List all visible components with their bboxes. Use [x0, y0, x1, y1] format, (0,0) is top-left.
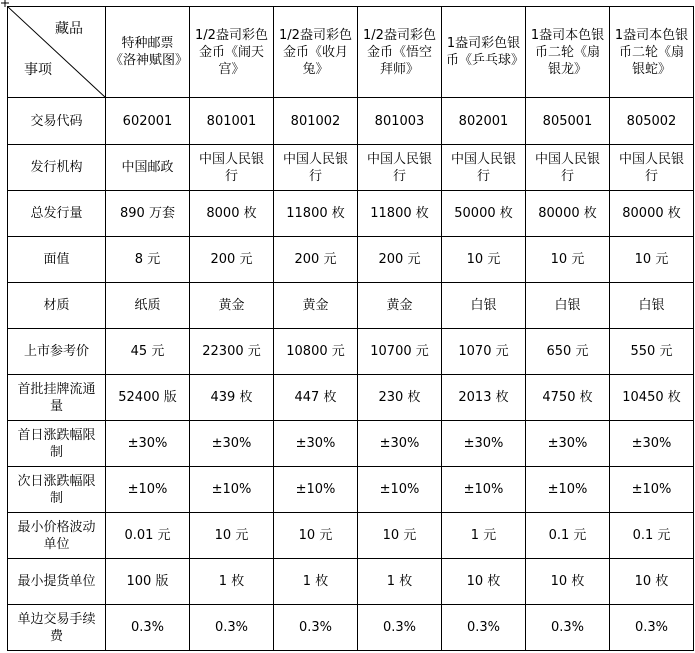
table-row: [8, 145, 694, 191]
table-cell: 10 元: [610, 237, 694, 283]
table-cell: 0.01 元: [106, 513, 190, 559]
table-cell: 0.1 元: [610, 513, 694, 559]
row-label: 次日涨跌幅限制: [8, 467, 106, 513]
table-cell: 10 元: [526, 237, 610, 283]
table-cell: 802001: [442, 98, 526, 145]
table-cell: 50000 枚: [442, 191, 526, 237]
table-cell: 230 枚: [358, 375, 442, 421]
table-cell: 0.3%: [358, 605, 442, 651]
table-cell: 白银: [610, 283, 694, 329]
table-cell: 10 枚: [526, 559, 610, 605]
table-cell: 0.3%: [442, 605, 526, 651]
table-cell: 1 枚: [358, 559, 442, 605]
row-label: 总发行量: [8, 191, 106, 237]
table-cell: 1 枚: [190, 559, 274, 605]
table-cell: ±30%: [106, 421, 190, 467]
table-cell: 200 元: [274, 237, 358, 283]
table-cell: ±10%: [274, 467, 358, 513]
row-label: 首日涨跌幅限制: [8, 421, 106, 467]
table-cell: 4750 枚: [526, 375, 610, 421]
table-cell: 中国人民银行: [526, 145, 610, 191]
table-body: [8, 98, 694, 651]
table-cell: 10 枚: [610, 559, 694, 605]
table-cell: 80000 枚: [610, 191, 694, 237]
table-cell: 10450 枚: [610, 375, 694, 421]
table-cell: 11800 枚: [358, 191, 442, 237]
table-cell: 439 枚: [190, 375, 274, 421]
row-label: 首批挂牌流通量: [8, 375, 106, 421]
table-cell: 黄金: [190, 283, 274, 329]
table-cell: 中国人民银行: [358, 145, 442, 191]
table-cell: 2013 枚: [442, 375, 526, 421]
table-cell: 8 元: [106, 237, 190, 283]
table-cell: 1 元: [442, 513, 526, 559]
corner-header-cell: [8, 7, 106, 98]
table-cell: 8000 枚: [190, 191, 274, 237]
table-cell: 10 元: [358, 513, 442, 559]
table-cell: 10 枚: [442, 559, 526, 605]
table-cell: 1070 元: [442, 329, 526, 375]
table-row: [8, 605, 694, 651]
table-cell: 52400 版: [106, 375, 190, 421]
table-cell: 447 枚: [274, 375, 358, 421]
table-cell: ±10%: [526, 467, 610, 513]
corner-label-collection: 藏品: [55, 21, 83, 37]
column-header: 1盎司彩色银币《乒乓球》: [442, 7, 526, 98]
table-cell: ±30%: [274, 421, 358, 467]
table-cell: 中国邮政: [106, 145, 190, 191]
table-cell: 10 元: [442, 237, 526, 283]
collectibles-comparison-table: [7, 6, 694, 651]
table-cell: 黄金: [274, 283, 358, 329]
row-label: 发行机构: [8, 145, 106, 191]
table-cell: 650 元: [526, 329, 610, 375]
table-cell: 805002: [610, 98, 694, 145]
table-cell: 805001: [526, 98, 610, 145]
table-cell: ±10%: [358, 467, 442, 513]
table-cell: ±10%: [610, 467, 694, 513]
table-cell: 801001: [190, 98, 274, 145]
table-cell: ±30%: [610, 421, 694, 467]
table-row: [8, 375, 694, 421]
column-header: 1/2盎司彩色金币《悟空拜师》: [358, 7, 442, 98]
table-cell: 白银: [442, 283, 526, 329]
row-label: 最小提货单位: [8, 559, 106, 605]
column-header: 1/2盎司彩色金币《闹天宫》: [190, 7, 274, 98]
table-cell: 0.3%: [274, 605, 358, 651]
column-header: 特种邮票《洛神赋图》: [106, 7, 190, 98]
table-row: [8, 191, 694, 237]
table-cell: 10700 元: [358, 329, 442, 375]
table-cell: 纸质: [106, 283, 190, 329]
table-row: [8, 513, 694, 559]
table-cell: 890 万套: [106, 191, 190, 237]
table-row: [8, 467, 694, 513]
table-cell: 黄金: [358, 283, 442, 329]
row-label: 最小价格波动单位: [8, 513, 106, 559]
table-cell: ±30%: [358, 421, 442, 467]
table-cell: 0.3%: [106, 605, 190, 651]
table-cell: 100 版: [106, 559, 190, 605]
table-row: [8, 237, 694, 283]
table-cell: 中国人民银行: [190, 145, 274, 191]
table-cell: 602001: [106, 98, 190, 145]
row-label: 交易代码: [8, 98, 106, 145]
table-cell: 0.3%: [190, 605, 274, 651]
table-cell: ±10%: [106, 467, 190, 513]
table-cell: 550 元: [610, 329, 694, 375]
table-cell: 200 元: [358, 237, 442, 283]
table-cell: ±10%: [190, 467, 274, 513]
table-cell: 0.1 元: [526, 513, 610, 559]
table-cell: 10 元: [274, 513, 358, 559]
table-cell: 中国人民银行: [610, 145, 694, 191]
table-cell: 中国人民银行: [274, 145, 358, 191]
column-header: 1盎司本色银币二轮《扇银龙》: [526, 7, 610, 98]
row-label: 单边交易手续费: [8, 605, 106, 651]
table-cell: 10 元: [190, 513, 274, 559]
corner-label-item: 事项: [24, 62, 52, 78]
row-label: 上市参考价: [8, 329, 106, 375]
table-cell: 10800 元: [274, 329, 358, 375]
table-cell: ±30%: [190, 421, 274, 467]
table-cell: 80000 枚: [526, 191, 610, 237]
table-cell: 1 枚: [274, 559, 358, 605]
table-cell: ±30%: [526, 421, 610, 467]
table-cell: 801003: [358, 98, 442, 145]
table-cell: ±10%: [442, 467, 526, 513]
table-cell: 白银: [526, 283, 610, 329]
table-row: [8, 283, 694, 329]
table-row: [8, 98, 694, 145]
row-label: 面值: [8, 237, 106, 283]
table-cell: 中国人民银行: [442, 145, 526, 191]
table-cell: 22300 元: [190, 329, 274, 375]
table-row: [8, 559, 694, 605]
table-cell: ±30%: [442, 421, 526, 467]
table-cell: 200 元: [190, 237, 274, 283]
table-cell: 45 元: [106, 329, 190, 375]
table-header-row: [8, 7, 694, 98]
column-header: 1盎司本色银币二轮《扇银蛇》: [610, 7, 694, 98]
row-label: 材质: [8, 283, 106, 329]
column-header: 1/2盎司彩色金币《收月兔》: [274, 7, 358, 98]
table-cell: 801002: [274, 98, 358, 145]
table-cell: 0.3%: [610, 605, 694, 651]
table-row: [8, 421, 694, 467]
table-row: [8, 329, 694, 375]
table-cell: 0.3%: [526, 605, 610, 651]
table-cell: 11800 枚: [274, 191, 358, 237]
